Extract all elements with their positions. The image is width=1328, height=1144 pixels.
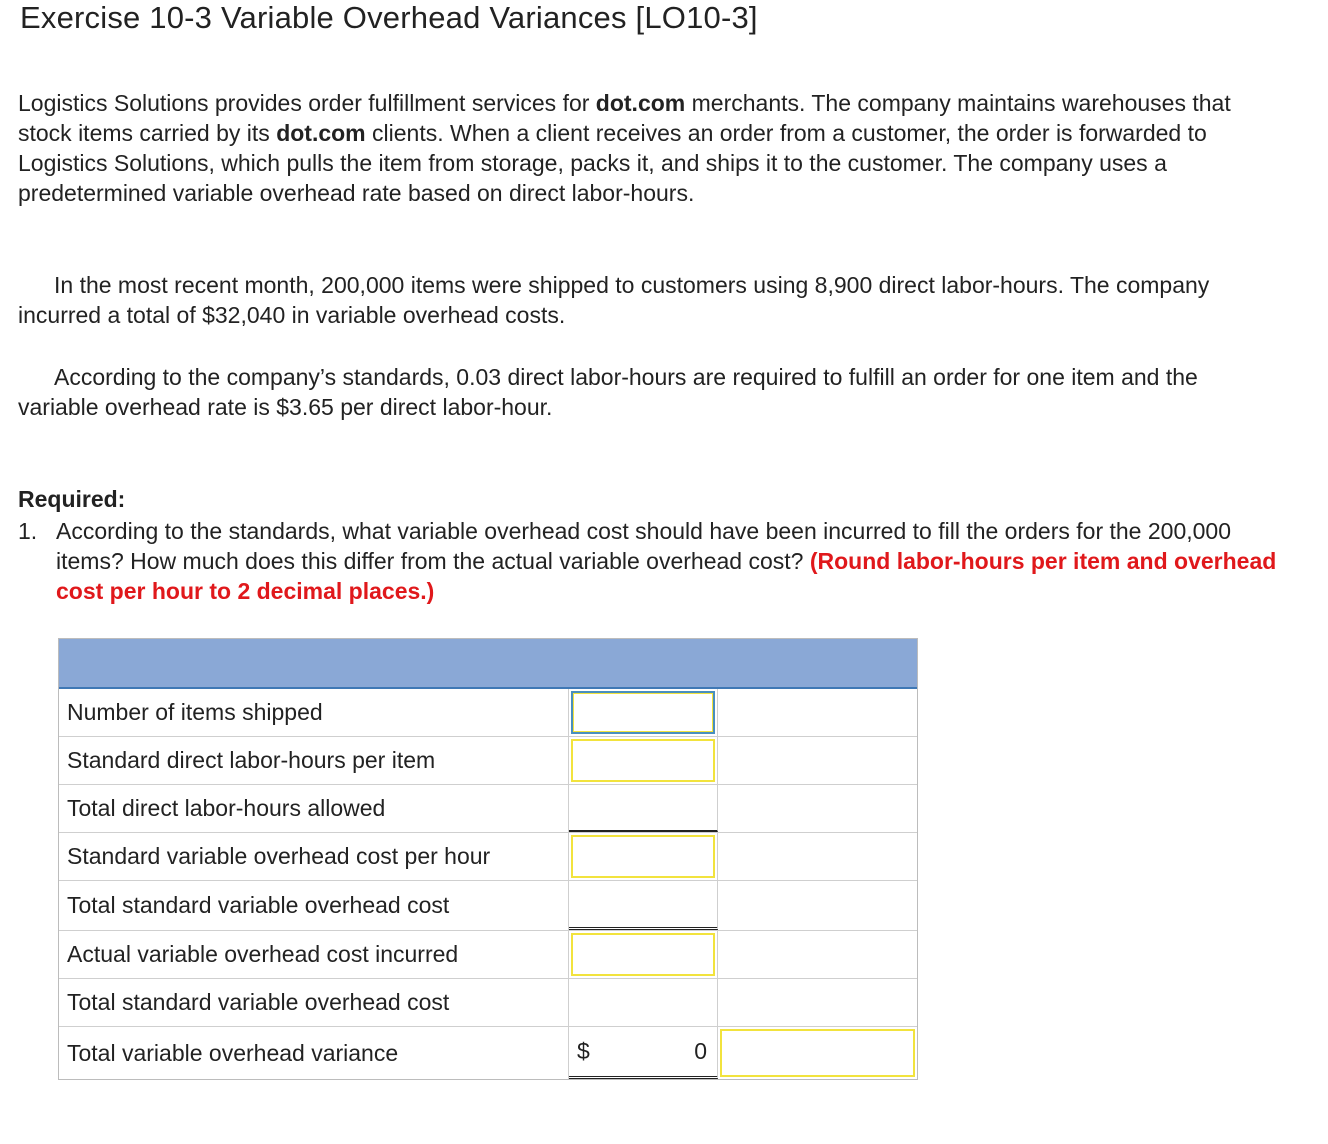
total-hours-allowed-cell — [569, 785, 718, 832]
table-row — [59, 881, 917, 931]
paragraph-month: In the most recent month, 200,000 items were shipped to customers using 8,900 direct labor-hours. The company incurred a total of $32,040 in variable overhead costs. — [18, 272, 1210, 328]
answer-table — [58, 638, 918, 1080]
row-label: Actual variable overhead cost incurred — [59, 931, 569, 978]
overhead-rate-input[interactable] — [571, 835, 715, 878]
table-row — [59, 689, 917, 737]
row-label: Number of items shipped — [59, 689, 569, 736]
dotcom-bold-1: dot.com — [595, 90, 686, 116]
paragraph-standards: According to the company’s standards, 0.03 direct labor-hours are required to fulfill an order for one item and the variable overhead rate is $3.65 per direct labor-hour. — [18, 364, 1198, 420]
variance-type-input[interactable] — [720, 1029, 915, 1077]
table-row — [59, 1027, 917, 1079]
row-label: Total direct labor-hours allowed — [59, 785, 569, 832]
variance-total-cell — [569, 1027, 718, 1079]
total-standard-cost-cell-2 — [569, 979, 718, 1026]
table-header — [59, 639, 917, 689]
currency-symbol: $ — [577, 1038, 590, 1064]
question-text: According to the standards, what variable overhead cost should have been incurred to fill the orders for the 200,000 items? How much does this differ from the actual variable overhead cost? — [56, 518, 1231, 574]
item-number: 1. — [18, 518, 38, 544]
variance-value: 0 — [694, 1038, 707, 1064]
items-shipped-input[interactable] — [571, 691, 715, 734]
table-row — [59, 737, 917, 785]
required-heading: Required: — [18, 486, 126, 512]
required-item-1 — [18, 516, 1278, 606]
dotcom-bold-2: dot.com — [276, 120, 366, 146]
row-label: Standard variable overhead cost per hour — [59, 833, 569, 880]
actual-overhead-input[interactable] — [571, 933, 715, 976]
rounding-instruction: (Round labor-hours per item and overhead cost per hour to 2 decimal places.) — [56, 548, 1277, 604]
row-label: Total standard variable overhead cost — [59, 979, 569, 1026]
table-row — [59, 833, 917, 881]
row-label: Total standard variable overhead cost — [59, 881, 569, 930]
row-label: Standard direct labor-hours per item — [59, 737, 569, 784]
total-standard-cost-cell — [569, 881, 718, 930]
intro-paragraph: Logistics Solutions provides order fulfillment services for dot.com merchants. The company maintains warehouses that stock items carried by its dot.com clients. When a client receives an order from a customer, the order is forwarded to Logistics Solutions, which pulls the item from storage, packs it, and ships it to the customer. The company uses a predetermined variable overhead rate based on direct labor-hours. — [18, 90, 1231, 206]
table-row — [59, 979, 917, 1027]
table-row — [59, 931, 917, 979]
row-label: Total variable overhead variance — [59, 1027, 569, 1079]
labor-hours-per-item-input[interactable] — [571, 739, 715, 782]
page-title: Exercise 10-3 Variable Overhead Variances [LO10-3] — [20, 0, 758, 35]
table-row — [59, 785, 917, 833]
